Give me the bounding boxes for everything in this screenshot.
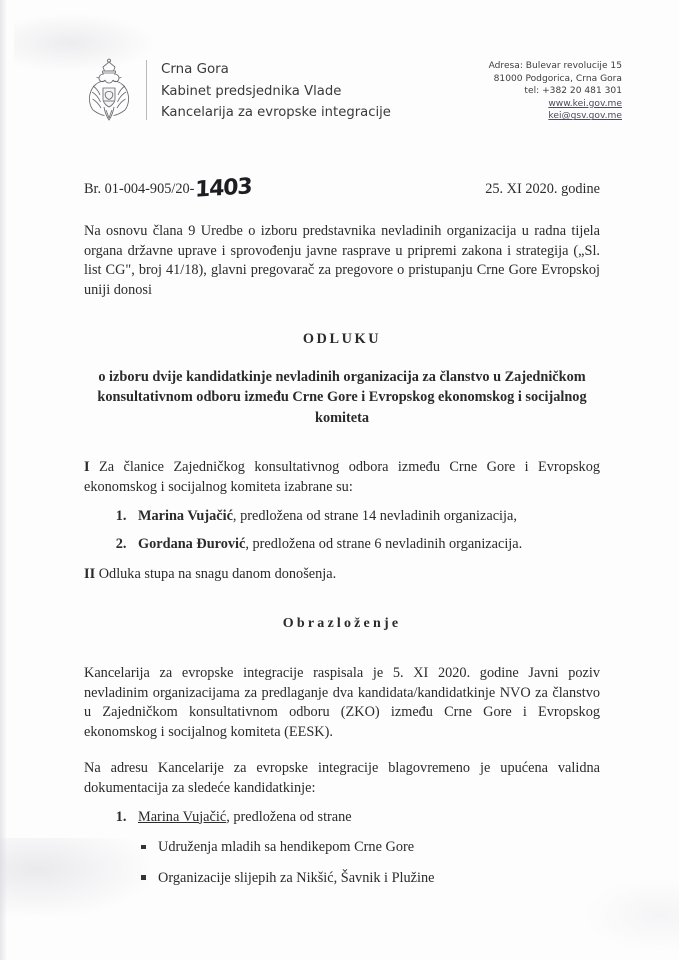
candidate-name: Marina Vujačić (138, 808, 227, 825)
list-item (130, 507, 600, 527)
explanation-heading: Obrazloženje (282, 616, 402, 632)
address-city: 81000 Podgorica, Crna Gora (493, 73, 622, 84)
article-2-paragraph (84, 565, 600, 585)
montenegro-coat-of-arms-icon (82, 58, 136, 124)
article-1-text: Za članice Zajedničkog konsultativnog odbora između Crne Gore i Evropskog ekonomskog i socijalnog komiteta izabrane su: (84, 459, 600, 496)
list-item (130, 808, 600, 828)
org-line-office: Kancelarija za evropske integracije (161, 105, 391, 120)
explanation-paragraph-1: Kancelarija za evropske integracije raspisala je 5. XI 2020. godine Javni poziv nevladinim organizacijama za predlaganje dva kandidata/kandidatkinje NVO za članstvo u Zajedničkom konsultativnom odboru (ZKO) između Crne Gore i Evropskog ekonomskog i socijalnog komiteta (EESK). (84, 665, 600, 740)
letterhead (82, 58, 622, 124)
list-item: Udruženja mladih sa hendikepom Crne Gore (158, 838, 600, 858)
organization-names (161, 58, 391, 124)
preamble-paragraph: Na osnovu člana 9 Uredbe o izboru predstavnika nevladinih organizacija u radna tijela organa državne uprave i sprovođenju javne rasprave u pripremi zakona i strategija („Sl. list CG", broj 41/18), glavni pregovarač za pregovore o pristupanju Crne Gore Evropskoj uniji donosi (84, 223, 600, 298)
article-1-paragraph (84, 458, 600, 497)
website-link[interactable]: www.kei.gov.me (548, 98, 622, 109)
decision-subtitle: o izboru dvije kandidatkinje nevladinih organizacija za članstvo u Zajedničkom konsultativnom odboru između Crne Gore i Evropskog ekonomskog i socijalnog komiteta (97, 368, 587, 426)
document-body (84, 222, 600, 888)
proposing-organizations-list (84, 838, 600, 888)
member-detail: , predložena od strane 14 nevladinih organizacija, (232, 507, 517, 524)
member-detail: , predložena od strane 6 nevladinih organizacija. (245, 536, 523, 553)
reference-number-handwritten: 1403 (195, 174, 253, 203)
reference-row (84, 174, 600, 203)
explanation-paragraph-2: Na adresu Kancelarije za evropske integracije blagovremeno je upućena validna dokumentacija za sledeće kandidatkinje: (84, 760, 600, 796)
scan-smudge-bottom-right (589, 880, 679, 950)
article-1-marker: I (84, 459, 90, 476)
scan-edge-artifact (0, 0, 7, 960)
organization-branding (82, 58, 391, 124)
reference-number (84, 174, 253, 203)
candidate-detail: , predložena od strane (226, 808, 352, 825)
reference-number-printed: Br. 01-004-905/20- (84, 181, 195, 197)
article-2-text: Odluka stupa na snagu danom donošenja. (95, 565, 337, 582)
member-name: Marina Vujačić (138, 507, 233, 524)
brand-divider (146, 60, 147, 120)
org-line-cabinet: Kabinet predsjednika Vlade (161, 83, 342, 99)
member-name: Gordana Đurović (138, 536, 246, 553)
elected-members-list (84, 507, 600, 555)
document-date: 25. XI 2020. godine (485, 181, 600, 197)
address-phone: tel: +382 20 481 301 (524, 86, 622, 97)
article-2-marker: II (84, 565, 96, 582)
candidates-list (84, 808, 600, 828)
address-block (489, 58, 622, 123)
list-item (130, 535, 600, 555)
address-street: Adresa: Bulevar revolucije 15 (488, 61, 622, 71)
email-link[interactable]: kei@gsv.gov.me (548, 111, 622, 122)
decision-title: ODLUKU (302, 331, 382, 348)
org-line-country: Crna Gora (161, 62, 229, 77)
list-item: Organizacije slijepih za Nikšić, Šavnik i Plužine (158, 869, 600, 889)
